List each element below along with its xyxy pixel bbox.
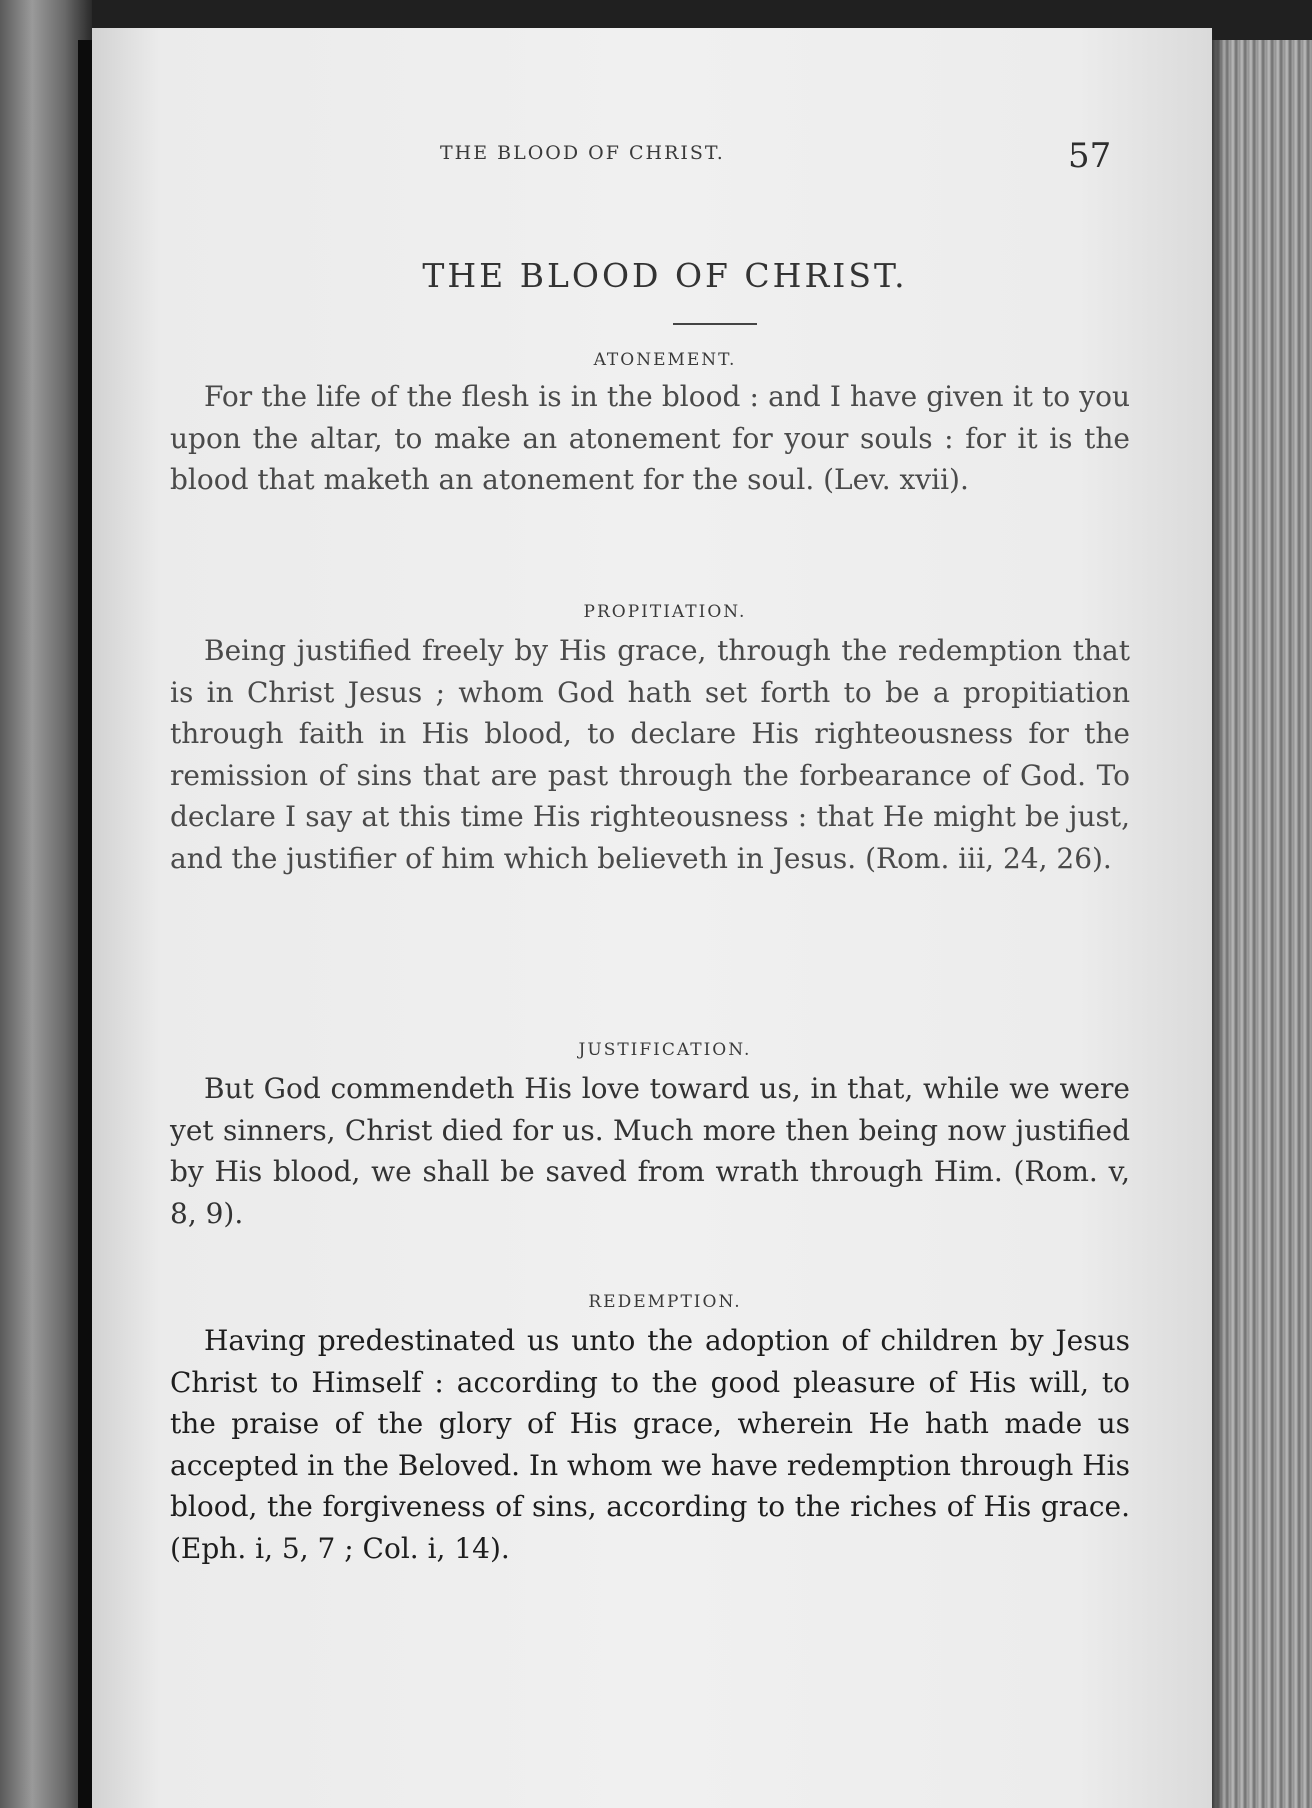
chapter-title: THE BLOOD OF CHRIST.	[422, 256, 908, 295]
book-binding-gutter	[78, 40, 92, 1808]
running-title: THE BLOOD OF CHRIST.	[440, 142, 725, 164]
stacked-page-edges	[1212, 40, 1312, 1808]
section-heading-redemption: REDEMPTION.	[588, 1292, 742, 1312]
section-heading-justification: JUSTIFICATION.	[578, 1040, 752, 1060]
page-edge-shadow	[1212, 40, 1226, 1808]
page-number: 57	[1068, 136, 1112, 176]
section-text-redemption: Having predestinated us unto the adoption of children by Jesus Christ to Himself : according to the good pleasure of His will, to the praise of the glory of His grace, wherein He hath made us accepted in the Beloved. In whom we have redemption through His blood, the forgiveness of sins, according to the riches of His grace. (Eph. i, 5, 7 ; Col. i, 14).	[170, 1324, 1130, 1565]
section-text-atonement: For the life of the flesh is in the blood : and I have given it to you upon the altar, to make an atonement for your souls : for it is the blood that maketh an atonement for the soul. (Lev. xvii).	[170, 380, 1130, 496]
running-header	[170, 136, 1130, 176]
section-heading-atonement: ATONEMENT.	[593, 350, 737, 370]
section-text-propitiation: Being justified freely by His grace, through the redemption that is in Christ Jesus ; whom God hath set forth to be a propitiation through faith in His blood, to declare His righteousness for the remission of sins that are past through the forbearance of God. To declare I say at this time His righteousness : that He might be just, and the justifier of him which believeth in Jesus. (Rom. iii, 24, 26).	[170, 634, 1130, 875]
section-text-justification: But God commendeth His love toward us, in that, while we were yet sinners, Christ died for us. Much more then being now justified by His blood, we shall be saved from wrath through Him. (Rom. v, 8, 9).	[170, 1072, 1130, 1230]
title-rule-divider	[673, 323, 757, 325]
book-page	[92, 28, 1212, 1808]
section-heading-propitiation: PROPITIATION.	[583, 602, 747, 622]
